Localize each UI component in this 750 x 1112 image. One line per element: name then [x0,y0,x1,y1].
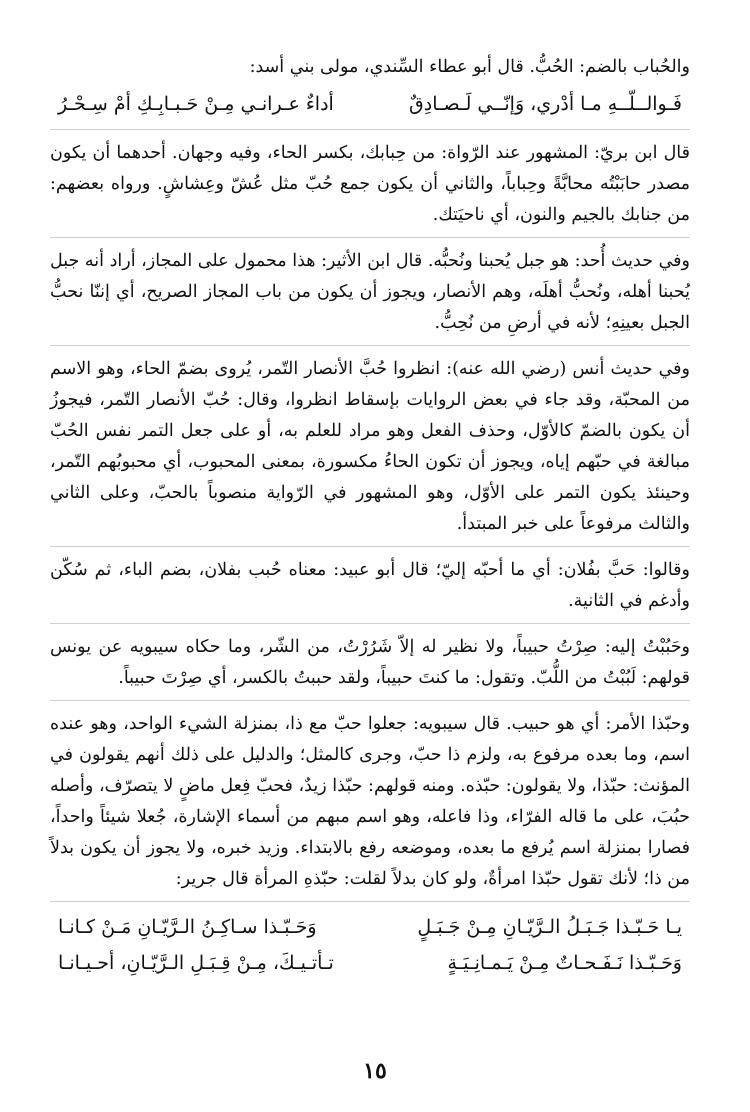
divider [50,623,690,624]
divider [50,901,690,902]
paragraph-1: والحُباب بالضم: الحُبُّ. قال أبو عطاء السِّندي، مولى بني أسد: [249,57,690,77]
poem-verse-2 [50,910,690,980]
verse-line [50,910,690,944]
verse-hemistich-left: تـأتـيـكَ، مِـنْ قِـبَـلِ الـرَّيّـانِ، أحـيـانـا [58,952,334,974]
paragraph-2: قال ابن بريّ: المشهور عند الرّواة: من حِبابك، بكسر الحاء، وفيه وجهان. أحدهما أن يكون مصدر حابَبْتُه محابَّةً وحِباباً، والثاني أن يكون جمع حُبّ مثل عُشّ وعِشاشٍ. ورواه بعضهم: من جنابك بالجيم والنون، أي ناحيَتك. [50,143,690,225]
poem-verse-1 [50,87,690,121]
verse-line [50,87,690,121]
divider [50,237,690,238]
divider [50,345,690,346]
verse-hemistich-right: وَحَـبّـذا نَـفَـحـاتٌ مِـنْ يَـمـانِـيَـةٍ [447,952,682,974]
page-number: ١٥ [363,1058,387,1084]
paragraph-7: وحبّذا الأمر: أي هو حبيب. قال سيبويه: جعلوا حبّ مع ذا، بمنزلة الشيء الواحد، وهو عنده اسم، وما بعده مرفوع به، ولزم ذا حبّ، وجرى كالمثل؛ والدليل على ذلك أنهم يقولون في المؤنث: حبّذا، ولا يقولون: حبّذه. ومنه قولهم: حبّذا زيدٌ، فحبّ فِعل ماضٍ لا يتصرّف، وأصله حبُبَ، على ما قاله الفرّاء، وذا فاعله، وهو اسم مبهم من أسماء الإشارة، جُعلا شيئاً واحداً، فصارا بمنزلة اسم يُرفع ما بعده، وموضعه رفع بالابتداء. وزيد خبره، ولا يجوز أن يكون بدلاً من ذا؛ لأنك تقول حبّذا امرأةٌ، ولو كان بدلاً لقلت: حبّذهِ المرأة قال جرير: [50,714,690,889]
paragraph-5: وقالوا: حَبَّ بفُلان: أي ما أحبّه إليّ؛ قال أبو عبيد: معناه حُبب بفلان، بضم الباء، ثم سُكّن وأدغم في الثانية. [50,560,690,611]
paragraph-3: وفي حديث أُحد: هو جبل يُحبنا ونُحبُّه. قال ابن الأثير: هذا محمول على المجاز، أراد أنه جبل يُحبنا أهله، ونُحبُّ أهلَه، وهم الأنصار، ويجوز أن يكون من باب المجاز الصريح، أي إننّا نحبُّ الجبل بعينِهِ؛ لأنه في أرضِ من نُحِبُّ. [50,251,690,333]
paragraph-6: وحَبُبْتُ إليه: صِرْتُ حبيباً، ولا نظير له إلاّ شَرُرْتُ، من الشّر، وما حكاه سيبويه عن يونس قولهم: لَبُبْتُ من اللُّبّ. وتقول: ما كنتَ حبيباً، ولقد حببتُ بالكسر، أي صِرْتَ حبيباً. [50,637,690,688]
divider [50,546,690,547]
divider [50,700,690,701]
divider [50,129,690,130]
verse-hemistich-left: أداءٌ عـرانـي مِـنْ حَـبـابِـكِ أمْ سِـحْـرُ [58,93,334,115]
verse-hemistich-right: فَـوالــلّــهِ مـا أدْري، وَإنّــي لَـصـادِقٌ [409,93,682,115]
verse-hemistich-right: يـا حَـبّـذا جَـبَـلُ الـرَّيّـانِ مِـنْ جَـبَـلٍ [417,916,682,938]
document-page [50,52,690,1072]
paragraph-4: وفي حديث أنس (رضي الله عنه): انظروا حُبَّ الأنصار التّمر، يُروى بضمّ الحاء، وهو الاسم من المحبّة، وقد جاء في بعض الروايات بإسقاط انظروا، وقال: حُبّ الأنصار التّمر، فيجوزُ أن يكون بالضمّ كالأوّل، وحذف الفعل وهو مراد للعلم به، أو على جعل التمر نفس الحُبّ مبالغة في حبّهم إياه، ويجوز أن تكون الحاءُ مكسورة، بمعنى المحبوب، أي محبوبُهم التّمر، وحينئذ يكون التمر على الأوّل، وهو المشهور في الرّواية منصوباً بالحبّ، وعلى الثاني والثالث مرفوعاً على خبر المبتدأ. [50,359,690,534]
verse-hemistich-left: وَحَـبّـذا سـاكِـنُ الـرَّيّـانِ مَـنْ كـانـا [58,916,317,938]
verse-line [50,946,690,980]
